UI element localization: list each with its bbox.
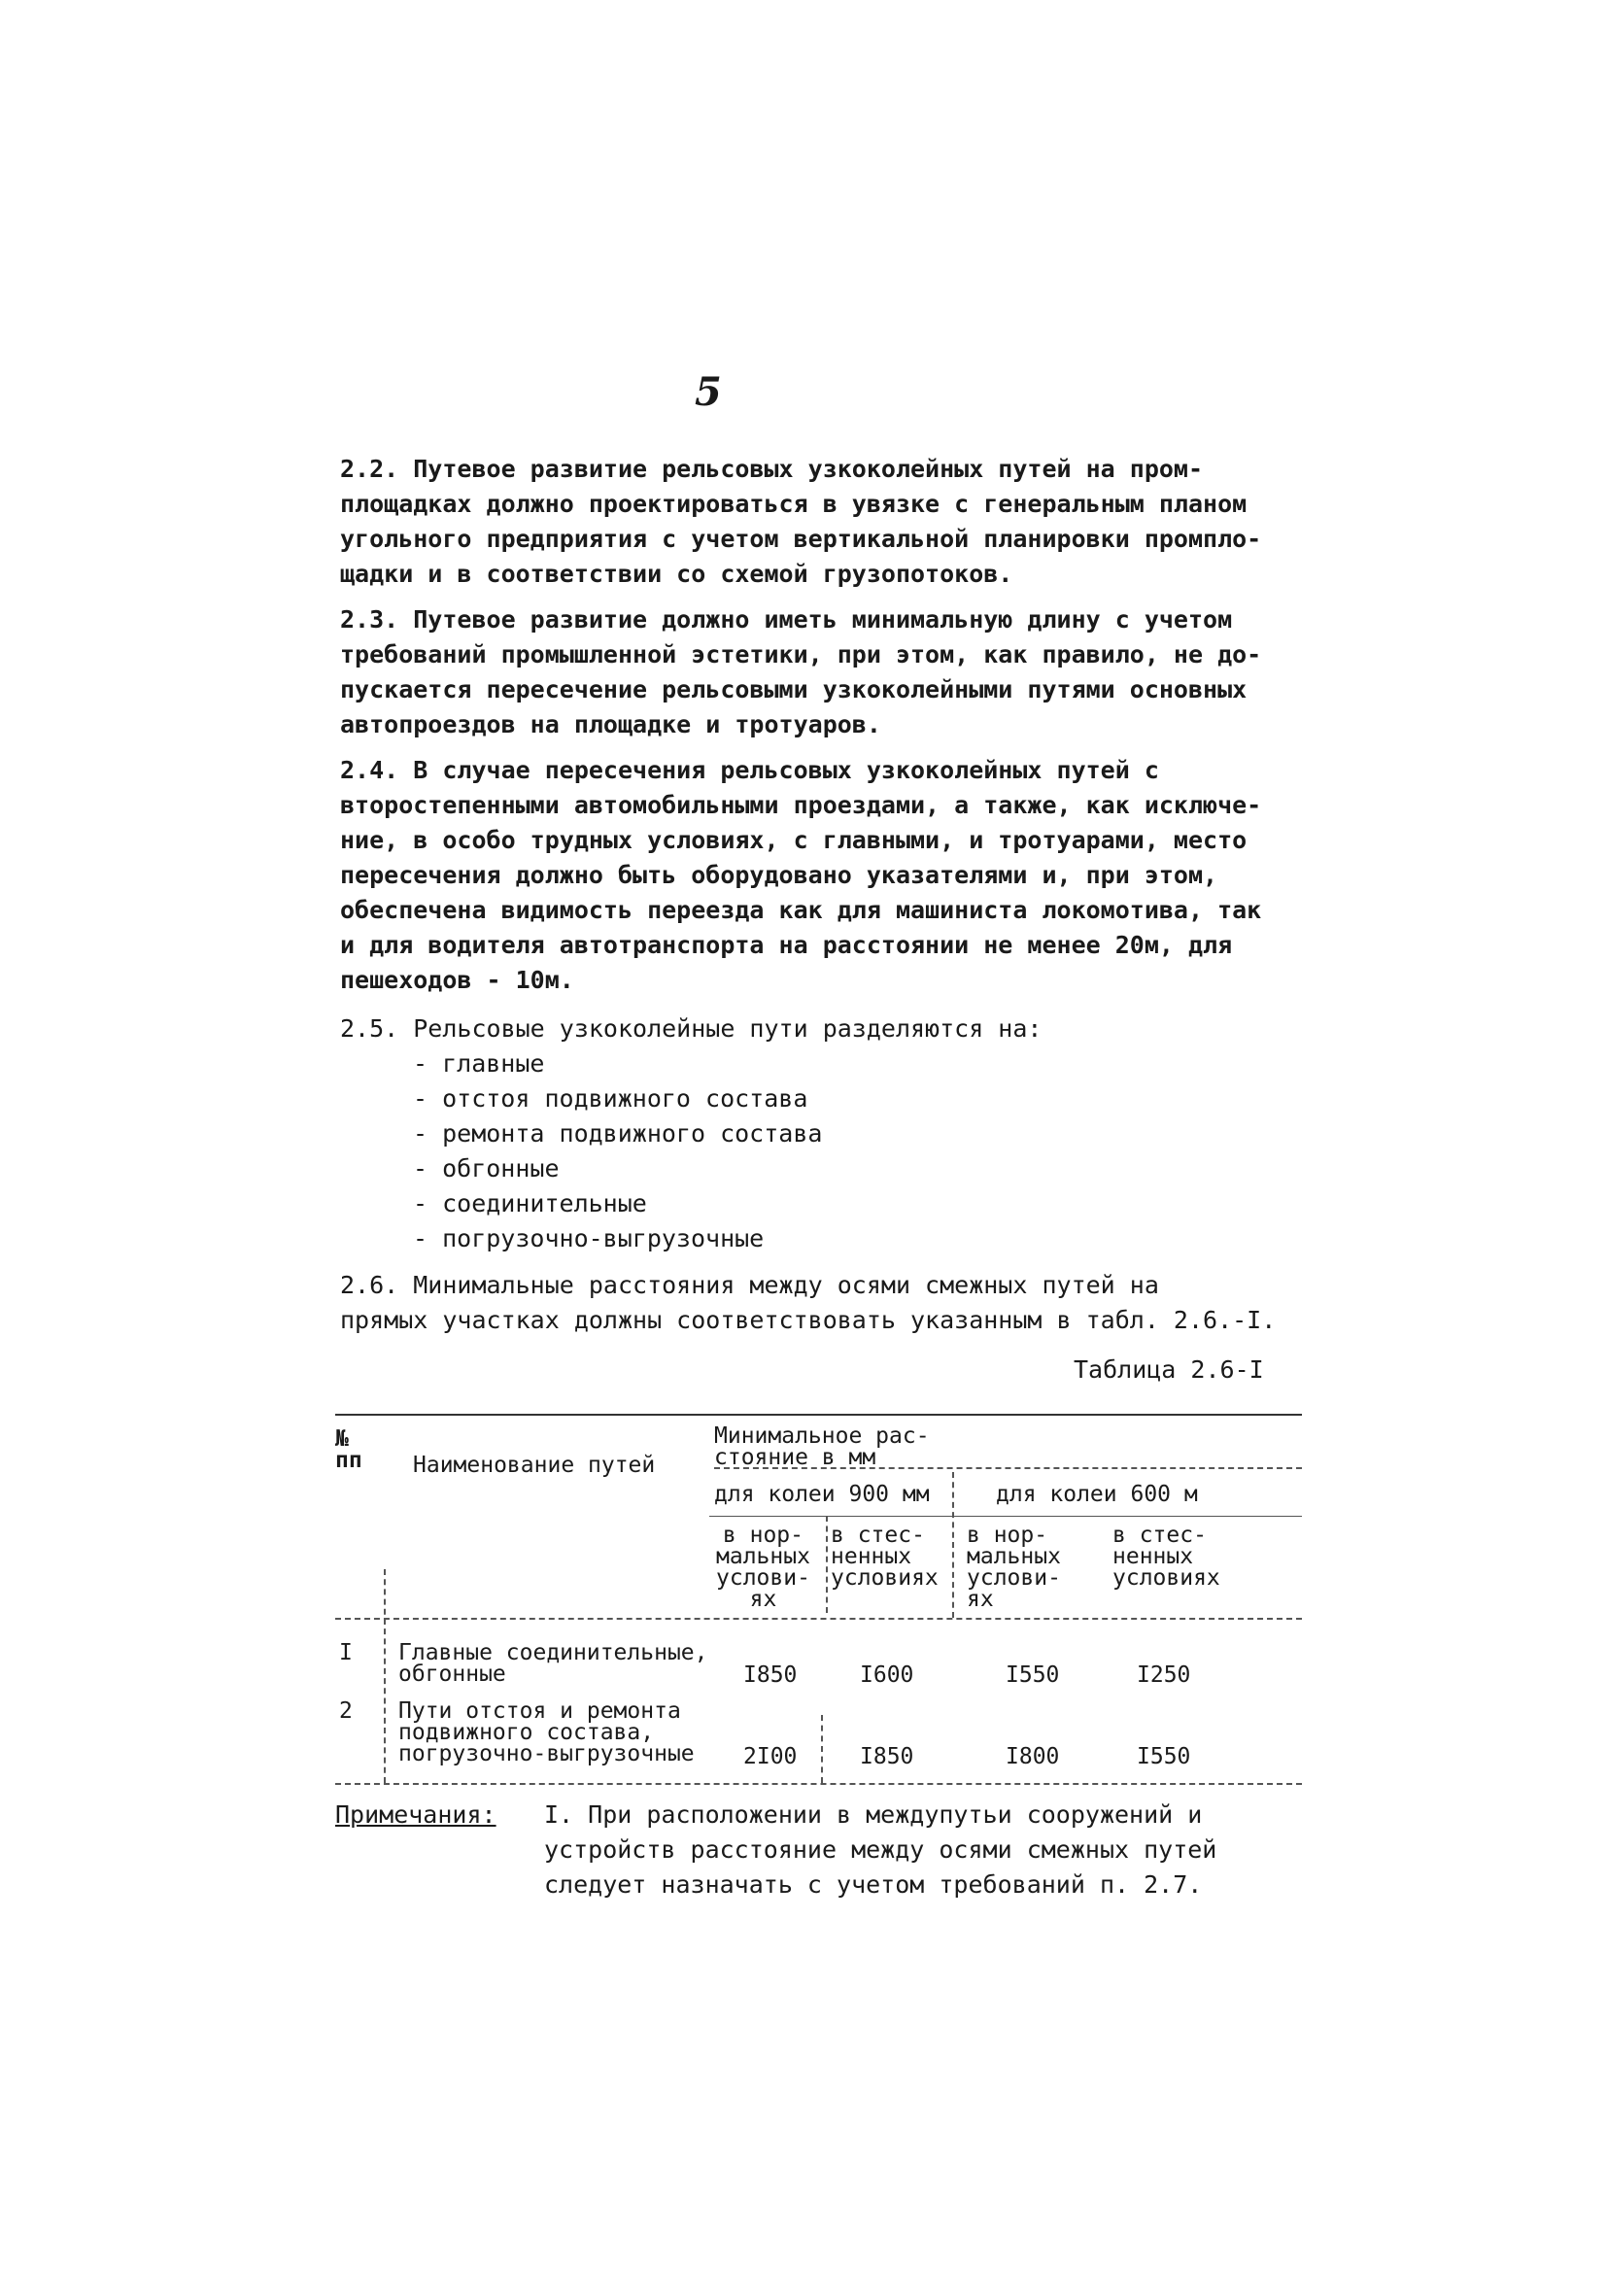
header-min-distance: Минимальное рас- стояние в мм: [714, 1423, 930, 1470]
header-name: Наименование путей: [413, 1453, 656, 1478]
row-name: Главные соединительные, обгонные: [398, 1640, 708, 1687]
header-normal-900: в нор- мальных услови- ях: [716, 1523, 810, 1612]
row-value-normal-900: I850: [743, 1662, 798, 1688]
notes-label: Примечания:: [335, 1800, 496, 1829]
row-number: I: [339, 1640, 353, 1665]
col-separator: [821, 1715, 823, 1783]
header-gauge-600: для колеи 600 м: [996, 1482, 1198, 1507]
col-separator: [826, 1516, 828, 1613]
track-types-list: [413, 1046, 822, 1256]
list-item: - погрузочно-выгрузочные: [413, 1224, 765, 1252]
list-item: - отстоя подвижного состава: [413, 1084, 808, 1113]
row-name: Пути отстоя и ремонта подвижного состава, погрузочно-выгрузочные: [398, 1698, 695, 1766]
header-hard-600: в стес- ненных условиях: [1112, 1523, 1220, 1591]
row-value-hard-600: I250: [1137, 1662, 1191, 1688]
row-value-normal-600: I800: [1006, 1744, 1060, 1769]
list-item: - главные: [413, 1049, 545, 1078]
paragraph-2-2: 2.2. Путевое развитие рельсовых узкоколейных путей на пром- площадках должно проектироваться в увязке с генеральным планом угольного предприятия с учетом вертикальной планировки промпло- щадки и в соответствии со схемой грузопотоков.: [340, 455, 1262, 588]
table-header-bottom-rule: [335, 1618, 1302, 1620]
gauge-rule: [709, 1516, 1302, 1517]
list-item: - соединительные: [413, 1189, 647, 1217]
header-number: № пп: [335, 1426, 362, 1473]
row-value-normal-600: I550: [1006, 1662, 1060, 1688]
row-number: 2: [339, 1698, 353, 1724]
header-gauge-900: для колеи 900 мм: [714, 1482, 930, 1507]
page-number: 5: [695, 369, 722, 415]
col-separator: [952, 1472, 954, 1618]
table-caption: Таблица 2.6-I: [1074, 1355, 1264, 1384]
distance-table: [335, 1414, 1302, 1788]
row-value-hard-600: I550: [1137, 1744, 1191, 1769]
paragraph-2-6: 2.6. Минимальные расстояния между осями смежных путей на прямых участках должны соответствовать указанным в табл. 2.6.-I.: [340, 1271, 1277, 1334]
notes-text: I. При расположении в междупутьи сооружений и устройств расстояние между осями смежных путей следует назначать с учетом требований п. 2.7.: [544, 1800, 1217, 1899]
table-top-rule: [335, 1414, 1302, 1416]
header-normal-600: в нор- мальных услови- ях: [967, 1523, 1061, 1612]
col-separator: [384, 1569, 386, 1783]
row-value-normal-900: 2I00: [743, 1744, 798, 1769]
list-item: - обгонные: [413, 1154, 560, 1182]
table-bottom-rule: [335, 1783, 1302, 1785]
header-hard-900: в стес- ненных условиях: [831, 1523, 939, 1591]
paragraph-2-4: 2.4. В случае пересечения рельсовых узкоколейных путей с второстепенными автомобильными проездами, а также, как исключе- ние, в особо трудных условиях, с главными, и тротуарами, место пересечения должно быть оборудовано указателями и, при этом, обеспечена видимость переезда как для машиниста локомотива, так и для водителя автотранспорта на расстоянии не менее 20м, для пешеходов - 10м.: [340, 756, 1262, 994]
paragraph-2-5: 2.5. Рельсовые узкоколейные пути разделяются на:: [340, 1014, 1043, 1043]
row-value-hard-900: I600: [860, 1662, 914, 1688]
paragraph-2-3: 2.3. Путевое развитие должно иметь минимальную длину с учетом требований промышленной эстетики, при этом, как правило, не до- пускается пересечение рельсовыми узкоколейными путями основных автопроездов на площадке и тротуаров.: [340, 605, 1262, 738]
list-item: - ремонта подвижного состава: [413, 1119, 823, 1148]
row-value-hard-900: I850: [860, 1744, 914, 1769]
